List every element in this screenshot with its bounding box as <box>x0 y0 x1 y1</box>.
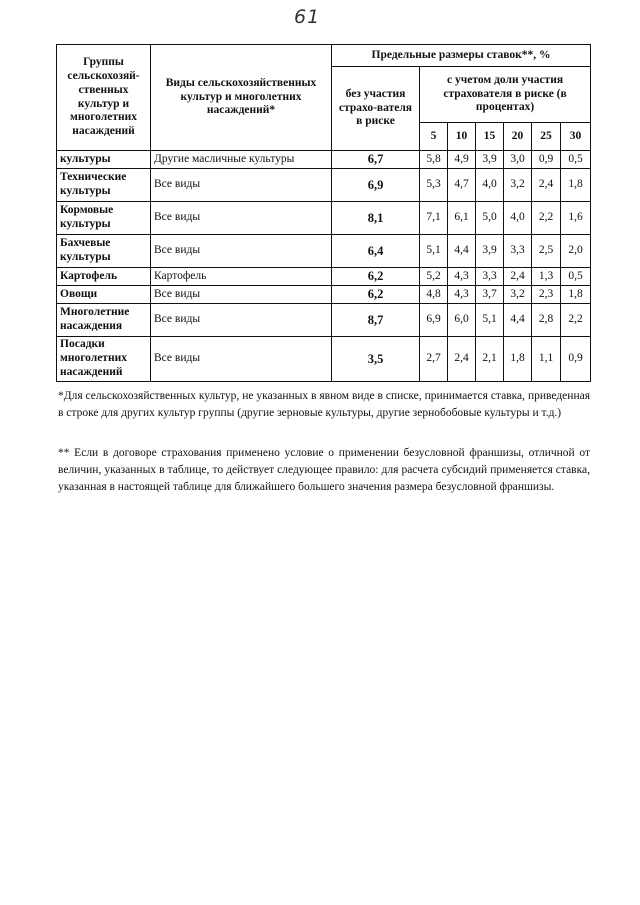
page-number: 61 <box>294 6 321 28</box>
rate-cell: 4,9 <box>448 151 476 169</box>
base-rate-cell: 8,1 <box>332 202 420 235</box>
rate-cell: 4,3 <box>448 268 476 286</box>
group-cell: Кормовые культуры <box>57 202 151 235</box>
rate-cell: 5,1 <box>476 304 504 337</box>
header-share: 20 <box>504 123 532 151</box>
rate-cell: 2,7 <box>420 337 448 382</box>
rate-cell: 3,3 <box>504 235 532 268</box>
table-row <box>57 202 591 235</box>
rate-cell: 2,0 <box>561 235 591 268</box>
rate-cell: 2,4 <box>448 337 476 382</box>
header-share: 15 <box>476 123 504 151</box>
table-row <box>57 286 591 304</box>
rate-cell: 4,4 <box>448 235 476 268</box>
kind-cell: Все виды <box>151 202 332 235</box>
base-rate-cell: 3,5 <box>332 337 420 382</box>
rate-cell: 1,3 <box>532 268 561 286</box>
header-groups: Группы сельскохозяй-ственных культур и многолетних насаждений <box>57 45 151 151</box>
rate-cell: 1,1 <box>532 337 561 382</box>
rate-cell: 7,1 <box>420 202 448 235</box>
rate-cell: 5,0 <box>476 202 504 235</box>
rate-cell: 4,8 <box>420 286 448 304</box>
rate-cell: 2,2 <box>532 202 561 235</box>
rate-cell: 1,8 <box>561 286 591 304</box>
group-cell: Многолетние насаждения <box>57 304 151 337</box>
rate-cell: 3,0 <box>504 151 532 169</box>
rate-cell: 2,8 <box>532 304 561 337</box>
rate-cell: 4,0 <box>476 169 504 202</box>
kind-cell: Все виды <box>151 169 332 202</box>
rate-cell: 1,8 <box>504 337 532 382</box>
rate-cell: 0,5 <box>561 151 591 169</box>
rate-cell: 3,3 <box>476 268 504 286</box>
rate-cell: 0,5 <box>561 268 591 286</box>
rate-cell: 1,6 <box>561 202 591 235</box>
group-cell: культуры <box>57 151 151 169</box>
header-share: 30 <box>561 123 591 151</box>
rate-cell: 6,1 <box>448 202 476 235</box>
rate-cell: 4,0 <box>504 202 532 235</box>
group-cell: Бахчевые культуры <box>57 235 151 268</box>
rate-cell: 2,1 <box>476 337 504 382</box>
rate-cell: 6,9 <box>420 304 448 337</box>
table-row <box>57 235 591 268</box>
group-cell: Посадки многолетних насаждений <box>57 337 151 382</box>
header-share: 10 <box>448 123 476 151</box>
rate-cell: 2,2 <box>561 304 591 337</box>
header-share: 25 <box>532 123 561 151</box>
table-row <box>57 304 591 337</box>
rate-cell: 0,9 <box>561 337 591 382</box>
table-row <box>57 169 591 202</box>
rate-cell: 3,2 <box>504 286 532 304</box>
rate-cell: 2,5 <box>532 235 561 268</box>
insurance-rates-table <box>56 44 591 382</box>
rate-cell: 1,8 <box>561 169 591 202</box>
base-rate-cell: 6,7 <box>332 151 420 169</box>
rate-cell: 5,8 <box>420 151 448 169</box>
group-cell: Картофель <box>57 268 151 286</box>
base-rate-cell: 6,2 <box>332 268 420 286</box>
kind-cell: Все виды <box>151 304 332 337</box>
rate-cell: 4,4 <box>504 304 532 337</box>
table-row <box>57 268 591 286</box>
kind-cell: Все виды <box>151 337 332 382</box>
rate-cell: 5,2 <box>420 268 448 286</box>
rate-cell: 4,7 <box>448 169 476 202</box>
kind-cell: Все виды <box>151 235 332 268</box>
kind-cell: Все виды <box>151 286 332 304</box>
rate-cell: 2,3 <box>532 286 561 304</box>
kind-cell: Другие масличные культуры <box>151 151 332 169</box>
base-rate-cell: 8,7 <box>332 304 420 337</box>
rate-cell: 4,3 <box>448 286 476 304</box>
rate-cell: 0,9 <box>532 151 561 169</box>
rate-cell: 3,7 <box>476 286 504 304</box>
rate-cell: 3,2 <box>504 169 532 202</box>
rate-cell: 5,3 <box>420 169 448 202</box>
header-share: 5 <box>420 123 448 151</box>
group-cell: Технические культуры <box>57 169 151 202</box>
table-row <box>57 151 591 169</box>
table-row <box>57 337 591 382</box>
header-without-participation: без участия страхо-вателя в риске <box>332 67 420 151</box>
base-rate-cell: 6,2 <box>332 286 420 304</box>
kind-cell: Картофель <box>151 268 332 286</box>
header-kinds: Виды сельскохозяйственных культур и многолетних насаждений* <box>151 45 332 151</box>
header-with-participation: с учетом доли участия страхователя в риске (в процентах) <box>420 67 591 123</box>
rate-cell: 3,9 <box>476 151 504 169</box>
rate-cell: 2,4 <box>504 268 532 286</box>
base-rate-cell: 6,9 <box>332 169 420 202</box>
base-rate-cell: 6,4 <box>332 235 420 268</box>
rate-cell: 2,4 <box>532 169 561 202</box>
footnote-unlisted-crops: *Для сельскохозяйственных культур, не указанных в явном виде в списке, принимается ставка, приведенная в строке для других культур группы (другие зерновые культуры, другие зернобобовые культуры и т.д.) <box>58 389 590 419</box>
footnote-deductible-rule: ** Если в договоре страхования применено условие о применении безусловной франшизы, отличной от величин, указанных в таблице, то действует следующее правило: для расчета субсидий применяется ставка, указанная в настоящей таблице для ближайшего большего значения размера безусловной франшизы. <box>58 446 590 493</box>
group-cell: Овощи <box>57 286 151 304</box>
rate-cell: 3,9 <box>476 235 504 268</box>
rate-cell: 6,0 <box>448 304 476 337</box>
rate-cell: 5,1 <box>420 235 448 268</box>
header-limits: Предельные размеры ставок**, % <box>332 45 591 67</box>
